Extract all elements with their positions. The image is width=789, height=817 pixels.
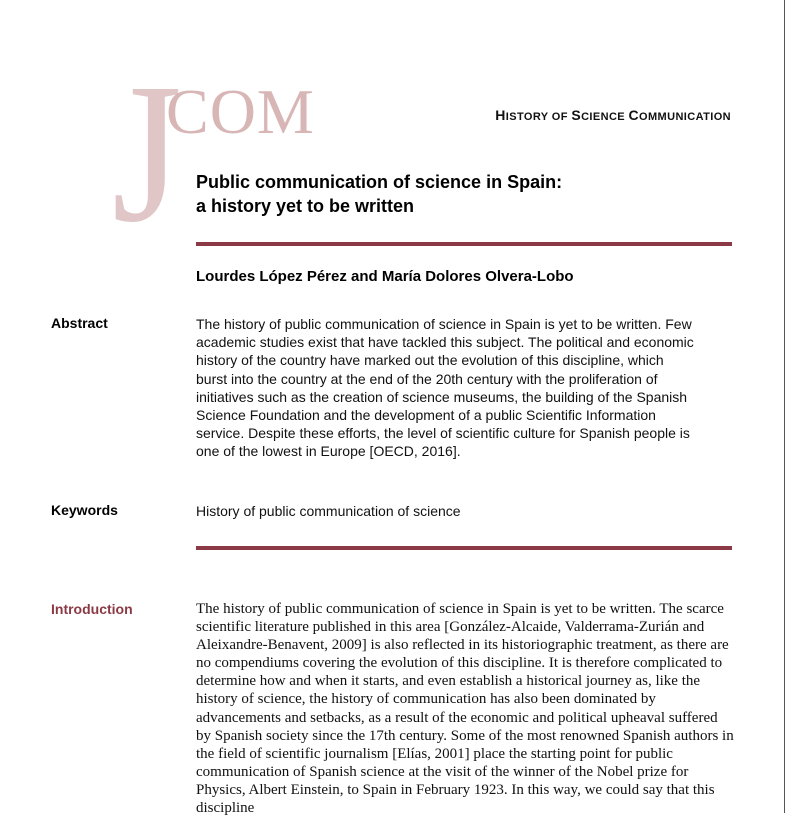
introduction-text: The history of public communication of science in Spain is yet to be written. The scarce scientific literature published in this area [González-Alcaide, Valderrama-Zurián and Aleixandre-Benavent, 2009] is also reflected in its historiographic treatment, as there are no compendiums covering the evolution of this discipline. It is therefore complicated to determine how and when it starts, and even establish a historical journey as, like the history of science, the history of communication has also been dominated by advancements and setbacks, as a result of the economic and political upheaval suffered by Spanish society since the 17th century. Some of the most renowned Spanish authors in the field of scientific journalism [Elías, 2001] place the starting point for public communication of Spanish science at the visit of the winner of the Nobel prize for Physics, Albert Einstein, to Spain in February 1923. In this way, we could say that this discipline [196,601,734,817]
title-line-2: a history yet to be written [196,196,415,216]
section-heading-part: H [495,107,506,123]
logo-letter-j: J [111,43,182,264]
keywords-label: Keywords [51,502,118,518]
section-heading [495,107,731,123]
logo-letters-com: COM [166,76,315,147]
section-heading-part: CIENCE [581,111,629,123]
abstract-label: Abstract [51,315,108,331]
authors: Lourdes López Pérez and María Dolores Olvera-Lobo [196,268,574,285]
page-edge [784,0,789,813]
section-heading-part: ISTORY OF [505,111,572,123]
abstract-text: The history of public communication of science in Spain is yet to be written. Few academic studies exist that have tackled this subject. The political and economic history of the country have marked out the evolution of this discipline, which burst into the country at the end of the 20th century with the proliferation of initiatives such as the creation of science museums, the building of the Spanish Science Foundation and the development of a public Scientific Information service. Despite these efforts, the level of scientific culture for Spanish people is one of the lowest in Europe [OECD, 2016]. [196,316,694,460]
title-line-1: Public communication of science in Spain: [196,172,563,192]
keywords-text: History of public communication of science [196,503,461,519]
introduction-label: Introduction [51,601,133,617]
keywords-divider [196,546,732,550]
jcom-logo [108,43,328,264]
section-heading-part: C [628,107,640,123]
section-heading-part: S [571,107,582,123]
title-divider [196,242,732,246]
section-heading-part: OMMUNICATION [639,111,731,123]
article-title [196,170,736,218]
